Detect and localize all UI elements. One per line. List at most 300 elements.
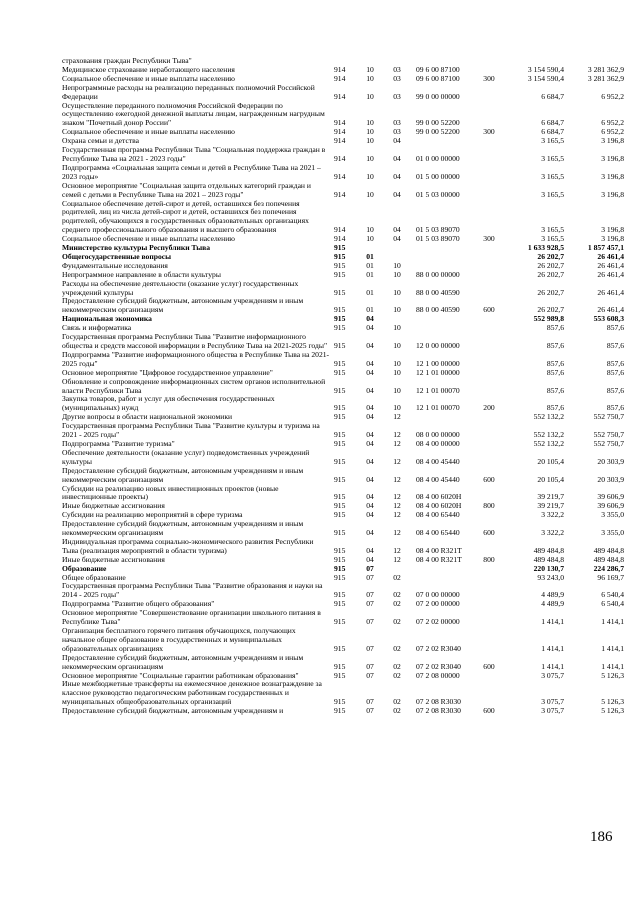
ministry-code: 914 bbox=[334, 73, 346, 83]
amount-year-1: 857,6 bbox=[546, 358, 564, 368]
target-article-code bbox=[410, 315, 474, 324]
expense-type-code bbox=[474, 582, 504, 600]
expense-type-code: 300 bbox=[483, 234, 495, 244]
row-name: Другие вопросы в области национальной экономики bbox=[62, 412, 233, 422]
amount-year-2: 6 540,4 bbox=[601, 590, 624, 600]
target-article-code: 01 5 03 89070 bbox=[416, 234, 460, 244]
amount-year-2: 5 126,3 bbox=[601, 670, 624, 680]
table-row bbox=[62, 84, 624, 102]
row-name: Общее образование bbox=[62, 572, 126, 582]
row-name: Предоставление субсидий бюджетным, автономным учреждениям и иным некоммерческим организациям bbox=[62, 465, 304, 484]
subsection-code: 04 bbox=[393, 153, 401, 163]
expense-type-code bbox=[474, 485, 504, 503]
subsection-code: 02 bbox=[393, 643, 401, 653]
budget-table bbox=[62, 57, 624, 716]
table-row bbox=[62, 654, 624, 672]
ministry-code: 915 bbox=[334, 599, 346, 609]
section-code: 01 bbox=[366, 269, 374, 279]
target-article-code bbox=[410, 253, 474, 262]
expense-type-code bbox=[474, 253, 504, 262]
amount-year-2: 857,6 bbox=[606, 403, 624, 413]
target-article-code: 07 0 00 00000 bbox=[416, 590, 460, 600]
amount-year-1: 6 684,7 bbox=[541, 118, 564, 128]
target-article-code: 12 1 01 00070 bbox=[416, 385, 460, 395]
expense-type-code bbox=[474, 280, 504, 298]
amount-year-2: 3 355,0 bbox=[601, 528, 624, 538]
amount-year-1: 26 202,7 bbox=[537, 251, 564, 261]
target-article-code: 07 2 08 R3030 bbox=[416, 706, 461, 716]
row-name: Осуществление переданного полномочия Российской Федерации по осуществлению ежегодной денежной выплаты лицам, награжденным нагрудным знаком "Почетный донор России" bbox=[62, 100, 325, 128]
table-row bbox=[62, 102, 624, 129]
section-code: 10 bbox=[366, 225, 374, 235]
amount-year-1: 220 130,7 bbox=[533, 563, 564, 573]
ministry-code: 914 bbox=[334, 136, 346, 146]
table-row bbox=[62, 333, 624, 351]
target-article-code: 99 0 00 52200 bbox=[416, 127, 460, 137]
target-article-code: 12 0 00 00000 bbox=[416, 341, 460, 350]
amount-year-2: 96 169,7 bbox=[597, 572, 624, 582]
subsection-code: 02 bbox=[393, 661, 401, 671]
ministry-code: 915 bbox=[334, 438, 346, 448]
row-name: Социальное обеспечение и иные выплаты населению bbox=[62, 127, 235, 137]
subsection-code: 12 bbox=[393, 438, 401, 448]
subsection-code: 04 bbox=[393, 189, 401, 199]
ministry-code: 915 bbox=[334, 661, 346, 671]
ministry-code: 915 bbox=[334, 314, 346, 324]
target-article-code: 07 2 08 R3030 bbox=[416, 697, 461, 707]
amount-year-2: 6 540,4 bbox=[601, 599, 624, 609]
ministry-code: 915 bbox=[334, 430, 346, 440]
amount-year-2: 39 606,9 bbox=[597, 492, 624, 502]
subsection-code: 04 bbox=[393, 234, 401, 244]
target-article-code: 88 0 00 40590 bbox=[416, 305, 460, 315]
subsection-code: 12 bbox=[393, 545, 401, 555]
target-article-code: 08 4 00 00000 bbox=[416, 438, 460, 448]
table-row bbox=[62, 297, 624, 315]
table-row bbox=[62, 164, 624, 182]
amount-year-2: 3 281 362,9 bbox=[587, 73, 624, 83]
row-name: Иные бюджетные ассигнования bbox=[62, 501, 165, 511]
ministry-code: 915 bbox=[334, 251, 346, 261]
subsection-code: 02 bbox=[393, 599, 401, 609]
amount-year-2: 552 750,7 bbox=[593, 412, 624, 422]
ministry-code: 915 bbox=[334, 563, 346, 573]
ministry-code: 914 bbox=[334, 153, 346, 163]
ministry-code: 915 bbox=[334, 474, 346, 484]
target-article-code: 07 2 08 00000 bbox=[416, 670, 460, 680]
section-code: 04 bbox=[366, 438, 374, 448]
section-code: 04 bbox=[366, 367, 374, 377]
target-article-code: 08 4 00 6020Н bbox=[416, 501, 462, 511]
amount-year-2: 5 126,3 bbox=[601, 697, 624, 707]
row-name: Основное мероприятие "Социальные гарантии работникам образования" bbox=[62, 670, 299, 680]
row-name: Основное мероприятие "Социальная защита отдельных категорий граждан и семей с детьми в Республике Тыва на 2021 – 2023 годы" bbox=[62, 180, 311, 199]
expense-type-code bbox=[474, 164, 504, 182]
table-row bbox=[62, 609, 624, 627]
subsection-code: 10 bbox=[393, 323, 401, 333]
section-code: 04 bbox=[366, 403, 374, 413]
target-article-code: 09 6 00 87100 bbox=[416, 73, 460, 83]
target-article-code bbox=[410, 244, 474, 253]
section-code: 07 bbox=[366, 590, 374, 600]
section-code: 07 bbox=[366, 563, 374, 573]
target-article-code: 07 2 02 R3040 bbox=[416, 661, 461, 671]
row-name: Субсидии на реализацию мероприятий в сфере туризма bbox=[62, 510, 243, 520]
section-code: 01 bbox=[366, 260, 374, 270]
amount-year-1: 26 202,7 bbox=[537, 269, 564, 279]
subsection-code: 12 bbox=[393, 456, 401, 466]
amount-year-1: 3 154 590,4 bbox=[527, 64, 564, 74]
table-row bbox=[62, 351, 624, 369]
table-row bbox=[62, 200, 624, 236]
subsection-code: 10 bbox=[393, 367, 401, 377]
target-article-code bbox=[410, 574, 474, 583]
target-article-code: 99 0 00 52200 bbox=[416, 118, 460, 128]
row-name: Связь и информатика bbox=[62, 323, 132, 333]
subsection-code: 12 bbox=[393, 501, 401, 511]
target-article-code: 08 4 00 65440 bbox=[416, 510, 460, 520]
subsection-code: 10 bbox=[393, 341, 401, 350]
target-article-code bbox=[410, 413, 474, 422]
expense-type-code: 300 bbox=[483, 127, 495, 137]
table-row bbox=[62, 280, 624, 298]
amount-year-2: 3 355,0 bbox=[601, 510, 624, 520]
section-code: 04 bbox=[366, 501, 374, 511]
amount-year-1: 1 414,1 bbox=[541, 643, 564, 653]
expense-type-code bbox=[474, 333, 504, 351]
section-code: 04 bbox=[366, 341, 374, 350]
ministry-code: 914 bbox=[334, 127, 346, 137]
table-row bbox=[62, 485, 624, 503]
ministry-code: 915 bbox=[334, 590, 346, 600]
subsection-code: 02 bbox=[393, 590, 401, 600]
amount-year-1: 93 243,0 bbox=[537, 572, 564, 582]
expense-type-code bbox=[474, 609, 504, 627]
row-name: Государственная программа Республики Тыва "Развитие культуры и туризма на 2021 - 2025 годы" bbox=[62, 421, 320, 440]
amount-year-1: 26 202,7 bbox=[537, 287, 564, 297]
section-code: 04 bbox=[366, 474, 374, 484]
amount-year-1: 857,6 bbox=[546, 323, 564, 333]
amount-year-1: 20 105,4 bbox=[537, 456, 564, 466]
amount-year-1: 3 075,7 bbox=[541, 670, 564, 680]
table-row bbox=[62, 182, 624, 200]
ministry-code: 915 bbox=[334, 341, 346, 350]
row-name: Иные межбюджетные трансферты на ежемесячное денежное вознаграждение за классное руководство педагогическим работникам государственных и муниципальных общеобразовательных организаций bbox=[62, 679, 322, 707]
ministry-code: 915 bbox=[334, 243, 346, 253]
expense-type-code bbox=[474, 600, 504, 609]
ministry-code: 915 bbox=[334, 510, 346, 520]
ministry-code: 915 bbox=[334, 358, 346, 368]
amount-year-1: 3 075,7 bbox=[541, 706, 564, 716]
target-article-code: 88 0 00 40590 bbox=[416, 287, 460, 297]
amount-year-1: 39 219,7 bbox=[537, 492, 564, 502]
row-name: Иные бюджетные ассигнования bbox=[62, 554, 165, 564]
amount-year-2: 3 196,8 bbox=[601, 225, 624, 235]
amount-year-2: 20 303,9 bbox=[597, 456, 624, 466]
amount-year-2: 1 857 457,1 bbox=[587, 243, 624, 253]
amount-year-2: 6 952,2 bbox=[601, 118, 624, 128]
row-name: Фундаментальные исследования bbox=[62, 260, 168, 270]
amount-year-1: 857,6 bbox=[546, 341, 564, 350]
ministry-code: 915 bbox=[334, 572, 346, 582]
row-name: Государственная программа Республики Тыва "Развитие информационного общества и средств массовой информации в Республике Тыва на 2021-2025 годы" bbox=[62, 332, 328, 350]
expense-type-code bbox=[474, 146, 504, 164]
expense-type-code bbox=[474, 324, 504, 333]
expense-type-code bbox=[474, 271, 504, 280]
amount-year-1: 3 165,5 bbox=[541, 136, 564, 146]
section-code: 04 bbox=[366, 314, 374, 324]
subsection-code: 12 bbox=[393, 528, 401, 538]
ministry-code: 914 bbox=[334, 91, 346, 101]
amount-year-1: 552 132,2 bbox=[533, 412, 564, 422]
subsection-code: 02 bbox=[393, 670, 401, 680]
row-name: Социальное обеспечение и иные выплаты населению bbox=[62, 73, 235, 83]
amount-year-1: 857,6 bbox=[546, 385, 564, 395]
amount-year-1: 552 132,2 bbox=[533, 430, 564, 440]
amount-year-2: 26 461,4 bbox=[597, 287, 624, 297]
ministry-code: 914 bbox=[334, 225, 346, 235]
row-name: Предоставление субсидий бюджетным, автономным учреждениям и иным некоммерческим организациям bbox=[62, 519, 304, 538]
amount-year-2: 489 484,8 bbox=[593, 554, 624, 564]
amount-year-1: 26 202,7 bbox=[537, 260, 564, 270]
table-row bbox=[62, 395, 624, 413]
amount-year-1: 3 322,2 bbox=[541, 510, 564, 520]
amount-year-2: 224 286,7 bbox=[593, 563, 624, 573]
ministry-code: 915 bbox=[334, 367, 346, 377]
amount-year-1: 857,6 bbox=[546, 367, 564, 377]
subsection-code: 12 bbox=[393, 510, 401, 520]
target-article-code: 07 2 02 00000 bbox=[416, 617, 460, 627]
amount-year-2: 26 461,4 bbox=[597, 251, 624, 261]
target-article-code: 12 1 01 00000 bbox=[416, 367, 460, 377]
target-article-code: 01 5 00 00000 bbox=[416, 171, 460, 181]
amount-year-1: 3 165,5 bbox=[541, 153, 564, 163]
expense-type-code: 600 bbox=[483, 661, 495, 671]
amount-year-1: 39 219,7 bbox=[537, 501, 564, 511]
table-row bbox=[62, 449, 624, 467]
amount-year-1: 3 075,7 bbox=[541, 697, 564, 707]
target-article-code: 12 1 01 00070 bbox=[416, 403, 460, 413]
ministry-code: 915 bbox=[334, 554, 346, 564]
section-code: 07 bbox=[366, 670, 374, 680]
target-article-code: 08 4 00 45440 bbox=[416, 456, 460, 466]
expense-type-code: 600 bbox=[483, 305, 495, 315]
row-name: Подпрограмма "Развитие информационного общества в Республике Тыва на 2021-2025 годы" bbox=[62, 349, 330, 368]
subsection-code: 12 bbox=[393, 554, 401, 564]
ministry-code: 915 bbox=[334, 305, 346, 315]
ministry-code: 915 bbox=[334, 545, 346, 555]
subsection-code: 03 bbox=[393, 73, 401, 83]
amount-year-2: 3 196,8 bbox=[601, 171, 624, 181]
section-code: 04 bbox=[366, 412, 374, 422]
expense-type-code: 300 bbox=[483, 73, 495, 83]
table-row bbox=[62, 582, 624, 600]
expense-type-code bbox=[474, 413, 504, 422]
target-article-code bbox=[410, 565, 474, 574]
table-row bbox=[62, 538, 624, 556]
subsection-code: 10 bbox=[393, 403, 401, 413]
subsection-code: 02 bbox=[393, 572, 401, 582]
section-code: 10 bbox=[366, 91, 374, 101]
subsection-code: 10 bbox=[393, 358, 401, 368]
subsection-code: 10 bbox=[393, 260, 401, 270]
expense-type-code bbox=[474, 244, 504, 253]
ministry-code: 915 bbox=[334, 456, 346, 466]
row-name: Предоставление субсидий бюджетным, автономным учреждениям и иным некоммерческим организациям bbox=[62, 296, 304, 315]
amount-year-2: 26 461,4 bbox=[597, 305, 624, 315]
target-article-code: 01 0 00 00000 bbox=[416, 153, 460, 163]
row-name: Подпрограмма "Развитие туризма" bbox=[62, 438, 175, 448]
row-name: Предоставление субсидий бюджетным, автономным учреждениям и иным некоммерческим организациям bbox=[62, 652, 304, 671]
subsection-code: 10 bbox=[393, 385, 401, 395]
subsection-code: 10 bbox=[393, 305, 401, 315]
section-code: 07 bbox=[366, 617, 374, 627]
section-code: 04 bbox=[366, 492, 374, 502]
expense-type-code bbox=[474, 102, 504, 129]
amount-year-2: 5 126,3 bbox=[601, 706, 624, 716]
subsection-code: 02 bbox=[393, 617, 401, 627]
expense-type-code bbox=[474, 449, 504, 467]
amount-year-1: 552 132,2 bbox=[533, 438, 564, 448]
expense-type-code: 800 bbox=[483, 554, 495, 564]
ministry-code: 914 bbox=[334, 171, 346, 181]
amount-year-1: 4 489,9 bbox=[541, 599, 564, 609]
expense-type-code bbox=[474, 440, 504, 449]
row-name: Образование bbox=[62, 563, 107, 573]
expense-type-code bbox=[474, 627, 504, 654]
ministry-code: 915 bbox=[334, 269, 346, 279]
expense-type-code bbox=[474, 378, 504, 396]
target-article-code: 08 4 00 R321Т bbox=[416, 545, 462, 555]
target-article-code: 12 1 00 00000 bbox=[416, 358, 460, 368]
ministry-code: 915 bbox=[334, 287, 346, 297]
ministry-code: 915 bbox=[334, 412, 346, 422]
section-code: 04 bbox=[366, 430, 374, 440]
amount-year-1: 3 165,5 bbox=[541, 234, 564, 244]
amount-year-2: 552 750,7 bbox=[593, 438, 624, 448]
subsection-code: 02 bbox=[393, 697, 401, 707]
row-name: Подпрограмма "Развитие общего образования" bbox=[62, 599, 215, 609]
amount-year-2: 1 414,1 bbox=[601, 661, 624, 671]
section-code: 04 bbox=[366, 545, 374, 555]
subsection-code: 03 bbox=[393, 127, 401, 137]
ministry-code: 915 bbox=[334, 323, 346, 333]
target-article-code: 08 0 00 00000 bbox=[416, 430, 460, 440]
section-code: 07 bbox=[366, 599, 374, 609]
section-code: 10 bbox=[366, 153, 374, 163]
target-article-code: 01 5 03 89070 bbox=[416, 225, 460, 235]
ministry-code: 915 bbox=[334, 670, 346, 680]
section-code: 04 bbox=[366, 528, 374, 538]
amount-year-2: 26 461,4 bbox=[597, 260, 624, 270]
amount-year-2: 3 196,8 bbox=[601, 234, 624, 244]
target-article-code: 99 0 00 00000 bbox=[416, 91, 460, 101]
amount-year-2: 489 484,8 bbox=[593, 545, 624, 555]
expense-type-code bbox=[474, 84, 504, 102]
section-code: 04 bbox=[366, 456, 374, 466]
amount-year-1: 489 484,8 bbox=[533, 554, 564, 564]
amount-year-1: 1 414,1 bbox=[541, 661, 564, 671]
row-name: Организация бесплатного горячего питания обучающихся, получающих начальное общее образование в государственных и муниципальных образовательных организациях bbox=[62, 626, 296, 653]
amount-year-2: 857,6 bbox=[606, 367, 624, 377]
row-name: Обеспечение деятельности (оказание услуг) подведомственных учреждений культуры bbox=[62, 447, 310, 466]
table-row bbox=[62, 467, 624, 485]
target-article-code: 08 4 00 65440 bbox=[416, 528, 460, 538]
expense-type-code bbox=[474, 538, 504, 556]
expense-type-code bbox=[474, 369, 504, 378]
amount-year-1: 20 105,4 bbox=[537, 474, 564, 484]
subsection-code: 03 bbox=[393, 118, 401, 128]
section-code: 07 bbox=[366, 706, 374, 716]
target-article-code: 01 5 03 00000 bbox=[416, 189, 460, 199]
amount-year-1: 1 633 928,5 bbox=[527, 243, 564, 253]
amount-year-1: 489 484,8 bbox=[533, 545, 564, 555]
target-article-code: 08 4 00 45440 bbox=[416, 474, 460, 484]
amount-year-2: 20 303,9 bbox=[597, 474, 624, 484]
section-code: 10 bbox=[366, 118, 374, 128]
row-name: Закупка товаров, работ и услуг для обеспечения государственных (муниципальных) нужд bbox=[62, 394, 275, 413]
target-article-code: 07 2 02 R3040 bbox=[416, 643, 461, 653]
expense-type-code bbox=[474, 200, 504, 236]
amount-year-2: 39 606,9 bbox=[597, 501, 624, 511]
ministry-code: 915 bbox=[334, 385, 346, 395]
subsection-code: 12 bbox=[393, 474, 401, 484]
amount-year-2: 6 952,2 bbox=[601, 91, 624, 101]
section-code: 04 bbox=[366, 385, 374, 395]
amount-year-2: 3 196,8 bbox=[601, 153, 624, 163]
ministry-code: 915 bbox=[334, 260, 346, 270]
section-code: 10 bbox=[366, 171, 374, 181]
target-article-code: 09 6 00 87100 bbox=[416, 64, 460, 74]
section-code: 10 bbox=[366, 73, 374, 83]
amount-year-2: 857,6 bbox=[606, 385, 624, 395]
amount-year-1: 3 165,5 bbox=[541, 189, 564, 199]
section-code: 07 bbox=[366, 697, 374, 707]
amount-year-1: 6 684,7 bbox=[541, 91, 564, 101]
section-code: 07 bbox=[366, 661, 374, 671]
subsection-code: 12 bbox=[393, 412, 401, 422]
expense-type-code bbox=[474, 680, 504, 707]
expense-type-code bbox=[474, 137, 504, 146]
amount-year-1: 4 489,9 bbox=[541, 590, 564, 600]
amount-year-2: 552 750,7 bbox=[593, 430, 624, 440]
subsection-code: 10 bbox=[393, 269, 401, 279]
ministry-code: 915 bbox=[334, 697, 346, 707]
amount-year-2: 857,6 bbox=[606, 358, 624, 368]
table-row bbox=[62, 378, 624, 396]
subsection-code: 03 bbox=[393, 91, 401, 101]
subsection-code: 12 bbox=[393, 430, 401, 440]
table-row bbox=[62, 627, 624, 654]
ministry-code: 915 bbox=[334, 528, 346, 538]
ministry-code: 915 bbox=[334, 501, 346, 511]
amount-year-1: 857,6 bbox=[546, 403, 564, 413]
target-article-code bbox=[410, 324, 474, 333]
subsection-code: 03 bbox=[393, 64, 401, 74]
amount-year-1: 552 989,8 bbox=[533, 314, 564, 324]
amount-year-1: 3 165,5 bbox=[541, 171, 564, 181]
section-code: 04 bbox=[366, 510, 374, 520]
row-name: Обновление и сопровождение информационных систем органов исполнительной власти Республики Тыва bbox=[62, 376, 326, 395]
section-code: 04 bbox=[366, 358, 374, 368]
target-article-code bbox=[410, 137, 474, 146]
target-article-code: 08 4 00 6020Н bbox=[416, 492, 462, 502]
ministry-code: 914 bbox=[334, 64, 346, 74]
amount-year-2: 3 196,8 bbox=[601, 189, 624, 199]
row-name: Предоставление субсидий бюджетным, автономным учреждениям и bbox=[62, 706, 284, 716]
section-code: 04 bbox=[366, 554, 374, 564]
row-name: Индивидуальная программа социально-экономического развития Республики Тыва (реализация мероприятий в области туризма) bbox=[62, 536, 314, 555]
